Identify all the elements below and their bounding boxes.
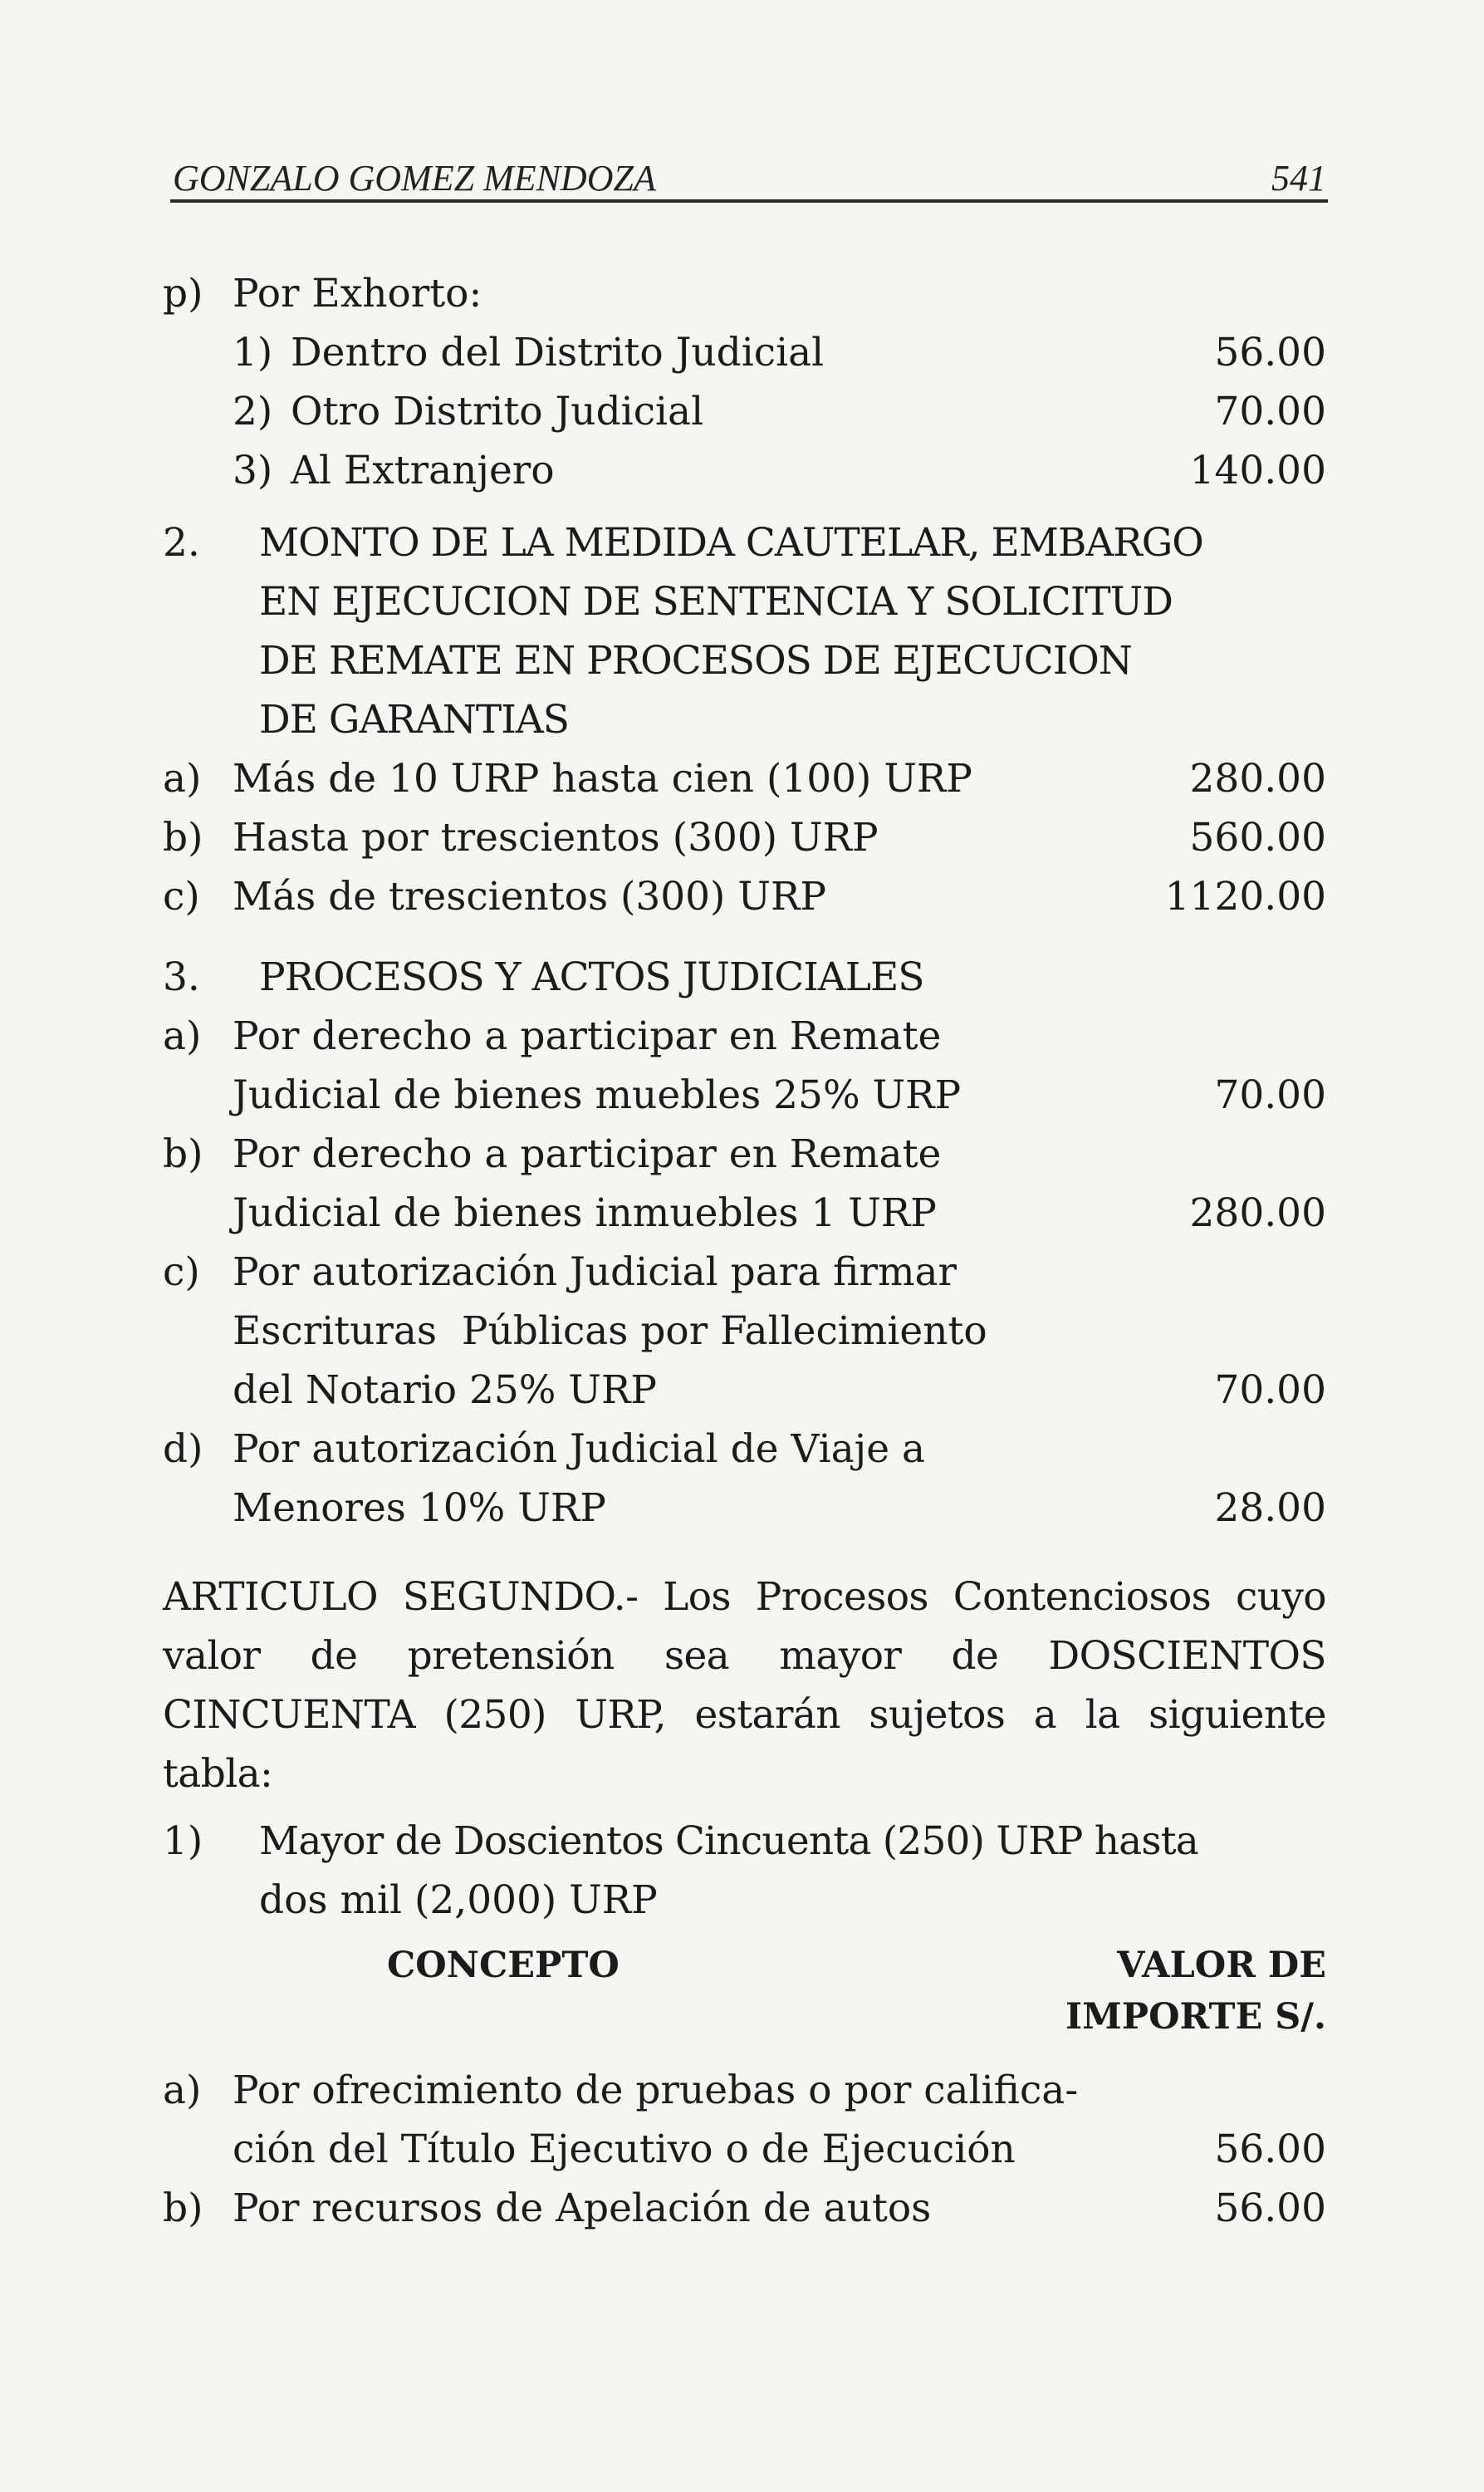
- item-label: p): [163, 271, 203, 316]
- item-text-line: Por autorización Judicial para firmar: [233, 1249, 957, 1295]
- section-3-item-cont: [163, 1479, 1326, 1538]
- header-author: GONZALO GOMEZ MENDOZA: [173, 158, 656, 199]
- section-number: 3.: [163, 954, 200, 1000]
- item-text-line: Por derecho a participar en Remate: [233, 1013, 942, 1059]
- amount: 140.00: [1189, 448, 1326, 493]
- section-number: 2.: [163, 520, 200, 566]
- page-number: 541: [1271, 158, 1326, 199]
- item-text-line: Menores 10% URP: [233, 1485, 606, 1531]
- section-title: PROCESOS Y ACTOS JUDICIALES: [259, 954, 924, 1000]
- amount: 70.00: [1214, 389, 1326, 434]
- item-label: a): [163, 2068, 202, 2113]
- section-3-item-cont: [163, 1361, 1326, 1420]
- header-rule: [170, 199, 1328, 203]
- section-3-item: [163, 1125, 1326, 1184]
- item-text-line: Escrituras Públicas por Fallecimiento: [233, 1308, 987, 1354]
- amount: 560.00: [1189, 815, 1326, 861]
- tabla-row-cont: [163, 2120, 1326, 2179]
- item-text-line: del Notario 25% URP: [233, 1367, 657, 1413]
- amount: 56.00: [1214, 330, 1326, 375]
- amount: 70.00: [1214, 1072, 1326, 1118]
- item-text: Más de trescientos (300) URP: [233, 874, 826, 920]
- amount: 70.00: [1214, 1367, 1326, 1413]
- section-3-item: [163, 1420, 1326, 1479]
- sub-number: 1): [233, 330, 273, 375]
- item-text-line: ción del Título Ejecutivo o de Ejecución: [233, 2127, 1016, 2172]
- item-text-line: Por derecho a participar en Remate: [233, 1131, 942, 1177]
- page-body: [163, 264, 1326, 2238]
- item-text-line: Por ofrecimiento de pruebas o por califica-: [233, 2068, 1079, 2113]
- section-2-heading: [163, 513, 1326, 749]
- exhorto-item: [163, 441, 1326, 500]
- tabla-item-1: [163, 1812, 1326, 1930]
- column-header-concepto: CONCEPTO: [387, 1945, 620, 1986]
- amount: 56.00: [1214, 2185, 1326, 2231]
- item-text-line: Por recursos de Apelación de autos: [233, 2185, 932, 2231]
- item-text-line: Judicial de bienes muebles 25% URP: [233, 1072, 962, 1118]
- column-header-line: VALOR DE: [1117, 1945, 1326, 1986]
- section-3-item: [163, 1007, 1326, 1066]
- item-label: d): [163, 1426, 203, 1472]
- section-title-line: DE REMATE EN PROCESOS DE EJECUCION: [259, 638, 1132, 684]
- section-title-line: MONTO DE LA MEDIDA CAUTELAR, EMBARGO: [259, 520, 1203, 566]
- section-3-heading: [163, 948, 1326, 1007]
- item-label: b): [163, 2185, 203, 2231]
- tabla-row: [163, 2179, 1326, 2238]
- item-text-line: Por autorización Judicial de Viaje a: [233, 1426, 925, 1472]
- amount: 280.00: [1189, 1190, 1326, 1236]
- item-text-line: Mayor de Doscientos Cincuenta (250) URP hasta: [259, 1818, 1199, 1864]
- item-label: c): [163, 1249, 200, 1295]
- exhorto-item: [163, 382, 1326, 441]
- item-text: Más de 10 URP hasta cien (100) URP: [233, 756, 972, 802]
- amount: 56.00: [1214, 2127, 1326, 2172]
- amount: 280.00: [1189, 756, 1326, 802]
- amount: 28.00: [1214, 1485, 1326, 1531]
- item-label: 1): [163, 1818, 203, 1864]
- section-3-item-cont: [163, 1302, 1326, 1361]
- section-3-item-cont: [163, 1184, 1326, 1243]
- sub-text: Al Extranjero: [291, 448, 555, 493]
- column-header-line: IMPORTE S/.: [1065, 1996, 1326, 2038]
- running-header: [173, 150, 1326, 199]
- item-label: c): [163, 874, 200, 920]
- spacer: [163, 1538, 1326, 1567]
- item-label: b): [163, 1131, 203, 1177]
- section-3-item-cont: [163, 1066, 1326, 1125]
- column-header-valor: [1065, 1940, 1326, 2043]
- section-2-item: [163, 808, 1326, 867]
- item-text-line: dos mil (2,000) URP: [259, 1877, 658, 1923]
- sub-number: 2): [233, 389, 273, 434]
- section-3-item: [163, 1243, 1326, 1302]
- item-text-line: Judicial de bienes inmuebles 1 URP: [233, 1190, 937, 1236]
- sub-number: 3): [233, 448, 273, 493]
- articulo-segundo-paragraph: ARTICULO SEGUNDO.- Los Procesos Contenciosos cuyo valor de pretensión sea mayor de DOSCIENTOS CINCUENTA (250) URP, estarán sujetos a la siguiente tabla:: [163, 1574, 1326, 1797]
- sub-text: Dentro del Distrito Judicial: [291, 330, 825, 375]
- table-column-headers: [163, 1940, 1326, 2043]
- item-label: a): [163, 756, 202, 802]
- exhorto-heading: [163, 264, 1326, 323]
- section-title-line: DE GARANTIAS: [259, 697, 569, 743]
- section-2-item: [163, 867, 1326, 926]
- exhorto-item: [163, 323, 1326, 382]
- item-label: a): [163, 1013, 202, 1059]
- amount: 1120.00: [1164, 874, 1326, 920]
- item-label: b): [163, 815, 203, 861]
- item-text: Hasta por trescientos (300) URP: [233, 815, 879, 861]
- section-2-item: [163, 749, 1326, 808]
- tabla-row: [163, 2061, 1326, 2120]
- sub-text: Otro Distrito Judicial: [291, 389, 704, 434]
- item-title: Por Exhorto:: [233, 271, 482, 316]
- section-title-line: EN EJECUCION DE SENTENCIA Y SOLICITUD: [259, 579, 1173, 625]
